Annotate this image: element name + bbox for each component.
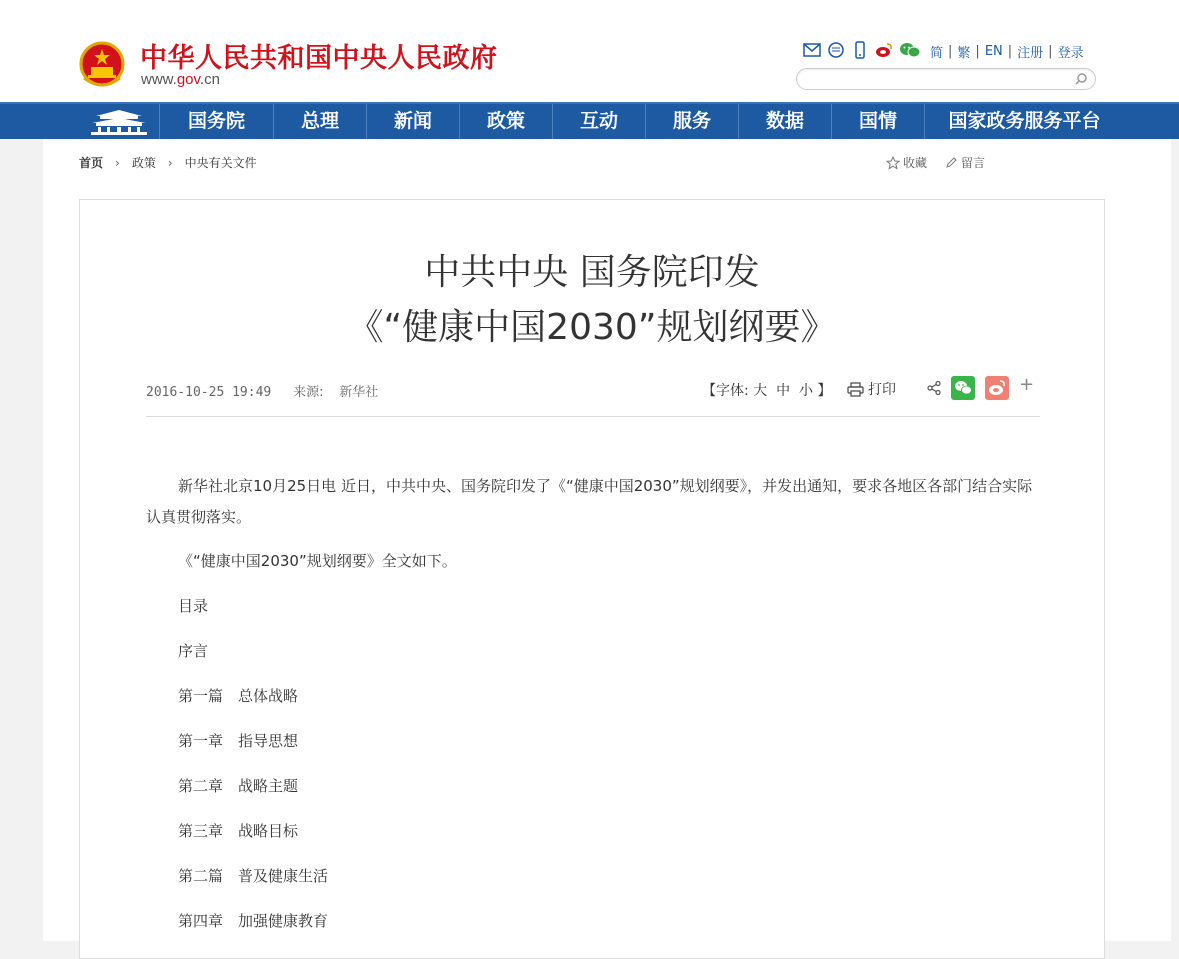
article-paragraph: 第一章 指导思想 (178, 732, 299, 750)
login-link[interactable]: 登录 (1057, 46, 1084, 61)
breadcrumb (79, 154, 257, 171)
print-button[interactable] (847, 379, 896, 399)
font-size-medium[interactable]: 中 (776, 383, 791, 399)
separator: | (975, 44, 980, 59)
mobile-icon[interactable] (851, 41, 869, 59)
font-size-label-end: 】 (817, 383, 832, 399)
comment-button[interactable] (945, 154, 985, 171)
site-header (0, 0, 1179, 102)
message-icon[interactable] (827, 41, 845, 59)
search-box (796, 68, 1096, 90)
publish-datetime: 2016-10-25 19:49 (146, 385, 272, 400)
register-link[interactable]: 注册 (1017, 46, 1044, 61)
font-size-control (702, 380, 831, 400)
weibo-share-icon[interactable] (985, 376, 1009, 400)
nav-home[interactable] (79, 104, 159, 139)
separator: | (1007, 44, 1013, 59)
font-size-label: 【字体: (702, 383, 749, 399)
printer-icon (847, 382, 864, 397)
site-url-suffix: .cn (199, 71, 220, 88)
site-url[interactable] (141, 71, 220, 88)
site-url-gov: gov (176, 71, 200, 88)
print-label: 打印 (868, 382, 896, 398)
favorite-label: 收藏 (903, 156, 928, 170)
search-icon[interactable] (1073, 71, 1089, 87)
wechat-icon[interactable] (899, 41, 921, 59)
article-meta (146, 381, 378, 400)
share-icon[interactable] (926, 380, 942, 396)
separator: | (1048, 44, 1053, 59)
breadcrumb-policy[interactable]: 政策 (131, 156, 156, 170)
nav-items (159, 104, 1124, 139)
article-paragraph: 第二章 战略主题 (178, 777, 299, 795)
breadcrumb-home[interactable]: 首页 (79, 156, 104, 170)
pencil-icon (945, 156, 958, 169)
share-bar (926, 376, 1034, 400)
article-paragraph: 《“健康中国2030”规划纲要》全文如下。 (178, 552, 457, 570)
chevron-right-icon: › (115, 155, 120, 170)
traditional-link[interactable]: 繁 (957, 46, 971, 61)
article-paragraph: 第一篇 总体战略 (178, 687, 299, 705)
font-size-large[interactable]: 大 (753, 383, 768, 399)
nav-item-interaction[interactable]: 互动 (552, 104, 645, 139)
search-input[interactable] (807, 70, 1071, 90)
favorite-button[interactable] (886, 154, 927, 171)
tiananmen-icon (90, 109, 148, 135)
page-tools (886, 154, 1003, 171)
chevron-right-icon: › (167, 155, 173, 170)
nav-item-news[interactable]: 新闻 (366, 104, 459, 139)
nav-item-gov-service-platform[interactable]: 国家政务服务平台 (924, 104, 1124, 139)
weibo-icon[interactable] (875, 41, 893, 59)
top-icon-group (803, 40, 921, 60)
separator: | (948, 44, 953, 59)
nav-item-services[interactable]: 服务 (645, 104, 738, 139)
nav-item-policy[interactable]: 政策 (459, 104, 552, 139)
nav-item-premier[interactable]: 总理 (273, 104, 366, 139)
comment-label: 留言 (961, 156, 986, 170)
nav-item-data[interactable]: 数据 (738, 104, 831, 139)
article-paragraph: 第二篇 普及健康生活 (178, 867, 329, 885)
more-share-button[interactable]: + (1019, 374, 1035, 395)
star-icon (886, 156, 900, 170)
article-paragraph: 新华社北京10月25日电 近日，中共中央、国务院印发了《“健康中国2030”规划纲要》，并发出通知，要求各地区各部门结合实际认真贯彻落实。 (146, 477, 1033, 526)
site-name[interactable]: 中华人民共和国中央人民政府 (140, 43, 498, 74)
nav-item-state-council[interactable]: 国务院 (159, 104, 273, 139)
site-url-prefix: www. (141, 71, 177, 88)
article-paragraph: 第四章 加强健康教育 (178, 912, 329, 930)
main-nav (0, 102, 1179, 139)
meta-divider (146, 416, 1040, 417)
english-link[interactable]: EN (984, 44, 1003, 59)
article-title-line1: 中共中央 国务院印发 (424, 252, 760, 293)
mail-icon[interactable] (803, 41, 821, 59)
source-label: 来源: (293, 385, 324, 400)
top-links (930, 42, 1084, 61)
article-title-line2: 《“健康中国2030”规划纲要》 (347, 307, 837, 348)
simplified-link[interactable]: 简 (930, 46, 944, 61)
article-paragraph: 目录 (178, 597, 209, 615)
nav-item-national-info[interactable]: 国情 (831, 104, 924, 139)
font-size-small[interactable]: 小 (798, 383, 813, 399)
wechat-share-icon[interactable] (951, 376, 975, 400)
article-paragraph: 第三章 战略目标 (178, 822, 299, 840)
source-value: 新华社 (339, 385, 379, 400)
breadcrumb-central-documents[interactable]: 中央有关文件 (184, 156, 257, 170)
national-emblem-icon[interactable] (78, 40, 126, 90)
article-paragraph: 序言 (178, 642, 209, 660)
